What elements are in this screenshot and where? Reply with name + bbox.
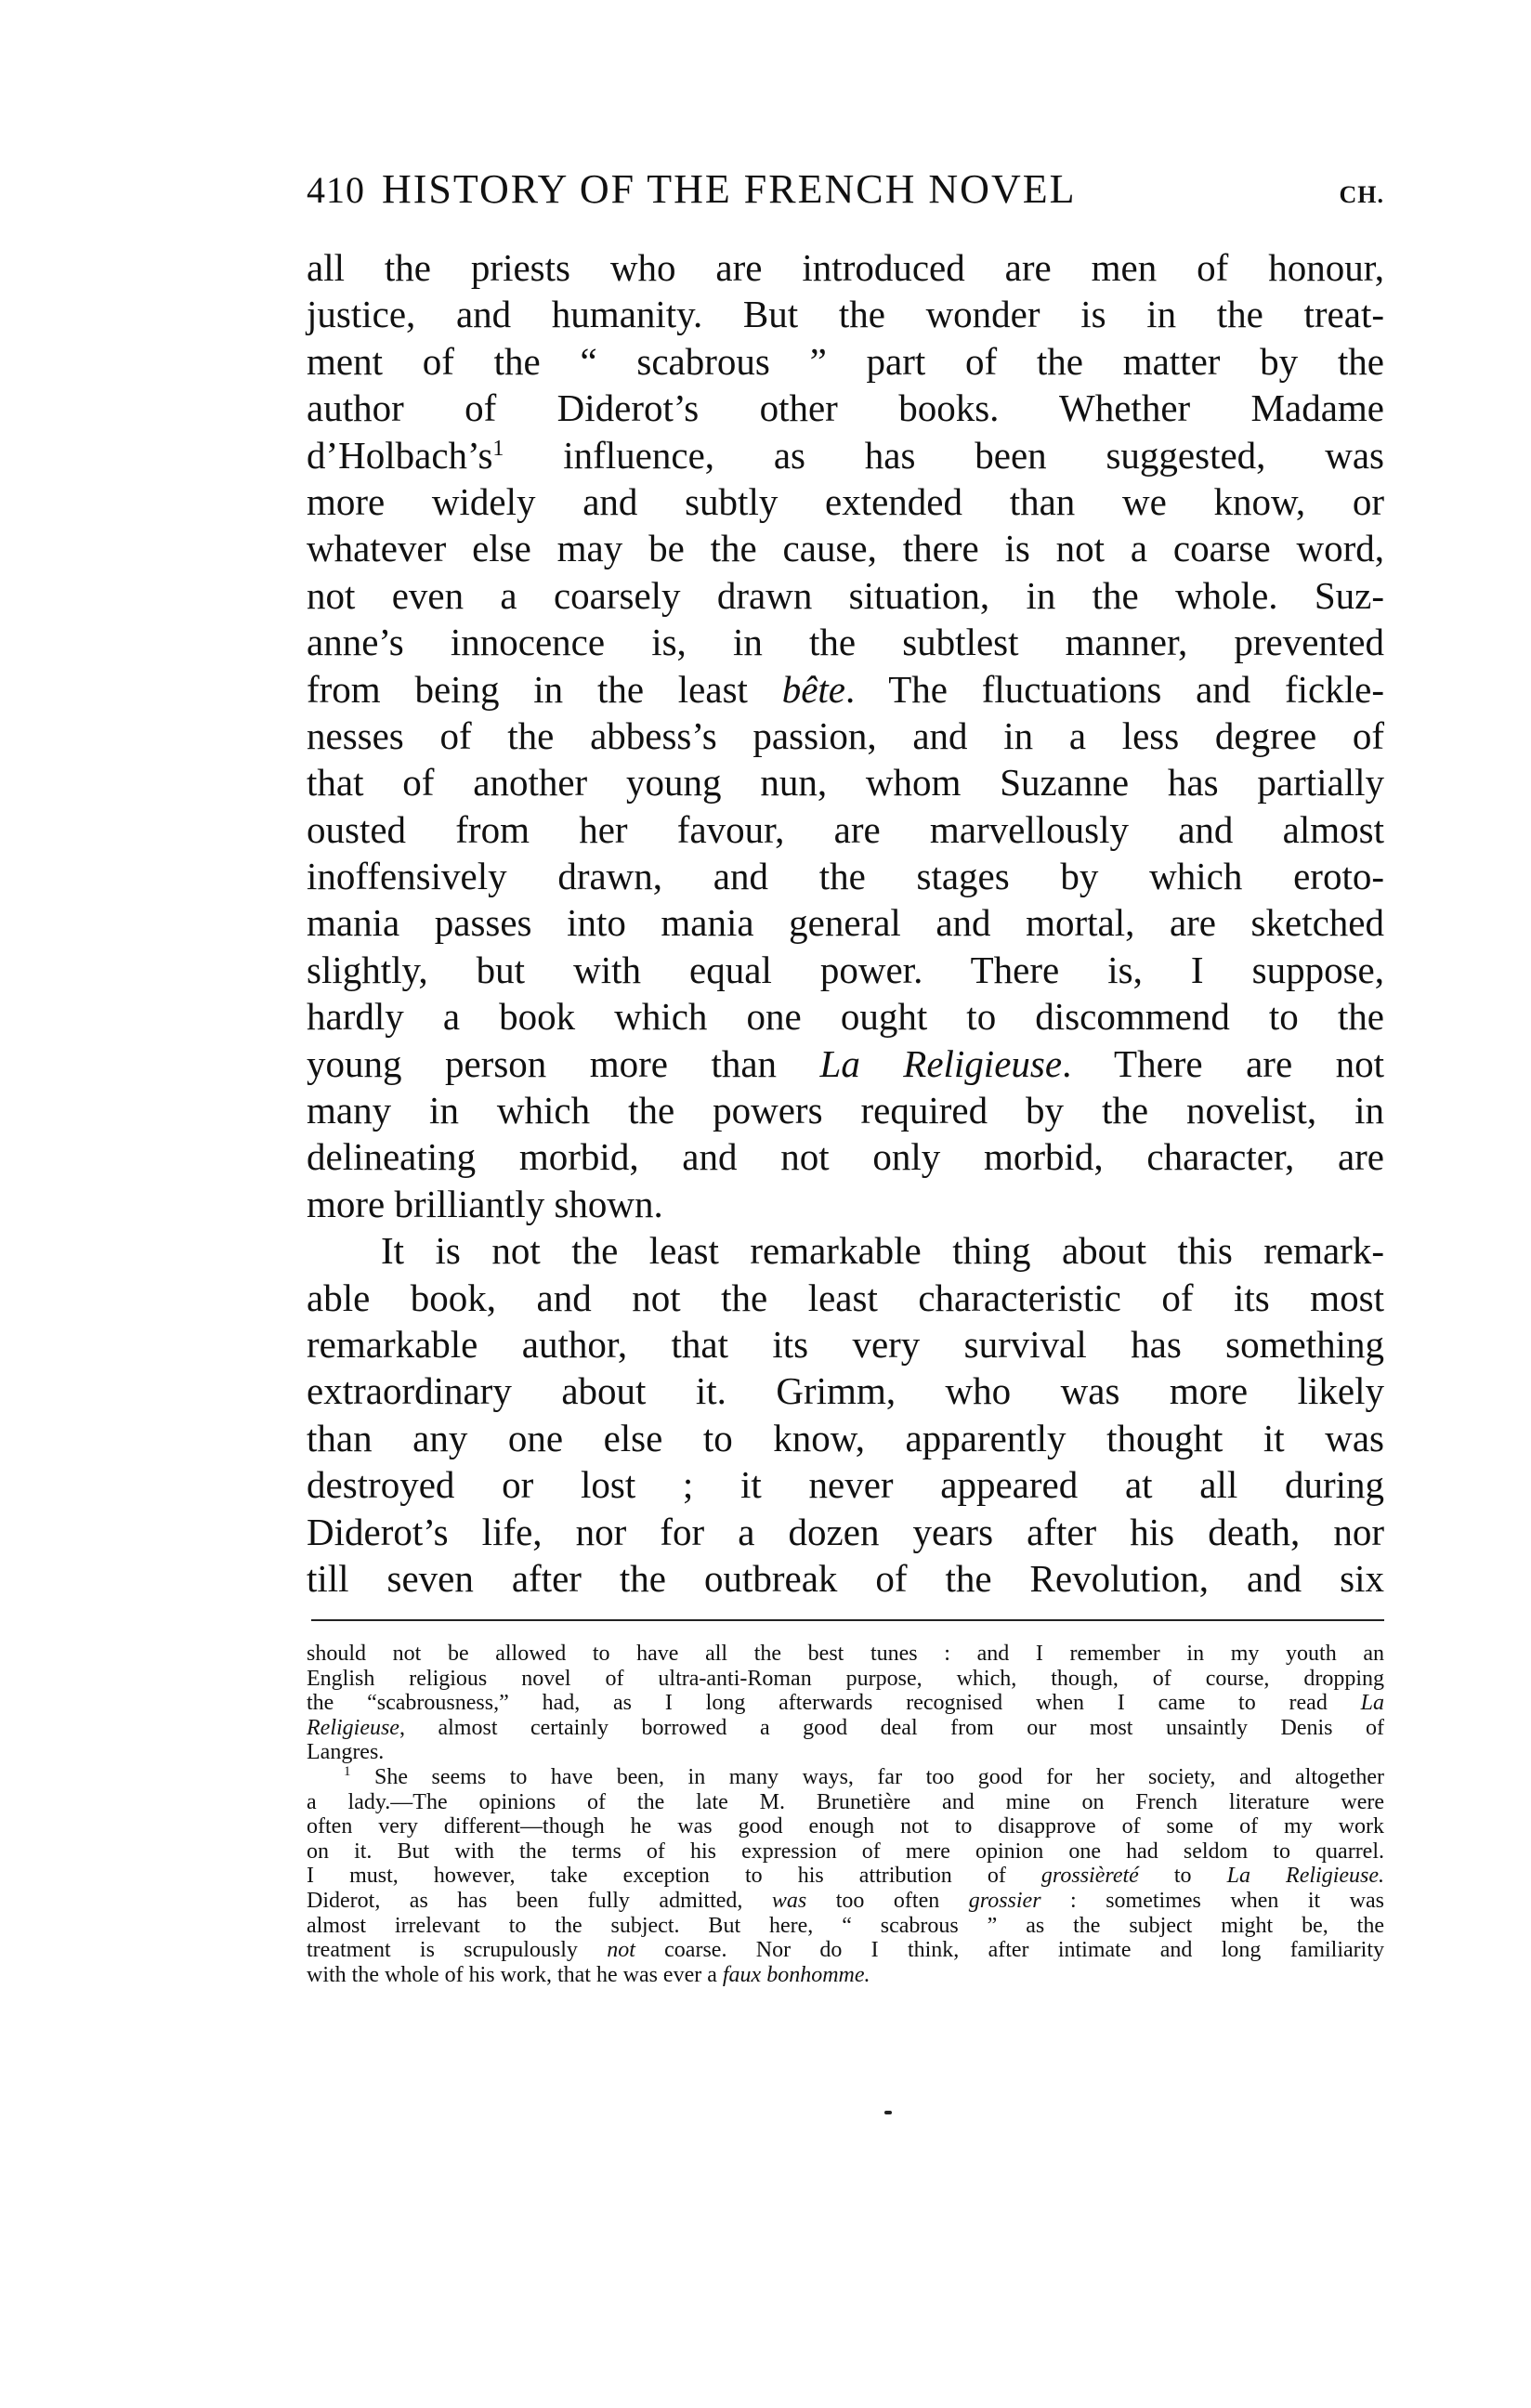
body-line: hardly a book which one ought to discommend to the bbox=[307, 995, 1384, 1039]
footnote-line: with the whole of his work, that he was ever a faux bonhomme. bbox=[307, 1962, 870, 1987]
page-number: 410 bbox=[307, 169, 365, 211]
body-line: ment of the “ scabrous ” part of the matter by the bbox=[307, 339, 1384, 383]
body-line: more widely and subtly extended than we know, or bbox=[307, 479, 1384, 523]
body-line: $d’Holbach’s^1$ influence, as has been suggested, was bbox=[307, 433, 1385, 477]
footnote-marker: 1 bbox=[344, 1763, 351, 1779]
chapter-abbrev: CH. bbox=[1339, 181, 1384, 208]
footnote-line: the “scabrousness,” had, as I long afterwards recognised when I came to read La bbox=[307, 1691, 1385, 1716]
body-line: young person more than La Religieuse. There are not bbox=[307, 1041, 1385, 1085]
body-line: till seven after the outbreak of the Revolution, and six bbox=[307, 1556, 1384, 1600]
footnotes bbox=[307, 1642, 1384, 1987]
footnote-rule bbox=[311, 1619, 1384, 1621]
footnote-line: often very different—though he was good enough not to disapprove of some of my work bbox=[307, 1814, 1384, 1839]
body-line: destroyed or lost ; it never appeared at all during bbox=[307, 1463, 1384, 1507]
italic-term: bête bbox=[781, 667, 845, 711]
body-line: many in which the powers required by the novelist, in bbox=[307, 1089, 1384, 1132]
body-line: from being in the least bête. The fluctuations and fickle- bbox=[307, 667, 1385, 711]
footnote-line: Diderot, as has been fully admitted, was too often grossier : sometimes when it was bbox=[307, 1888, 1385, 1913]
body-line: justice, and humanity. But the wonder is in the treat- bbox=[307, 293, 1384, 336]
body-line: all the priests who are introduced are men of honour, bbox=[307, 246, 1384, 289]
body-line: delineating morbid, and not only morbid, character, are bbox=[307, 1135, 1384, 1179]
running-title: HISTORY OF THE FRENCH NOVEL bbox=[382, 166, 1077, 212]
body-line: that of another young nun, whom Suzanne has partially bbox=[307, 761, 1384, 805]
body-line: slightly, but with equal power. There is, I suppose, bbox=[307, 948, 1384, 991]
footnote-line: English religious novel of ultra-anti-Roman purpose, which, though, of course, dropping bbox=[307, 1666, 1384, 1691]
body-line: Diderot’s life, nor for a dozen years after his death, nor bbox=[307, 1510, 1384, 1553]
footnote-line: almost irrelevant to the subject. But here, “ scabrous ” as the subject might be, the bbox=[307, 1913, 1384, 1938]
footnote-line: a lady.—The opinions of the late M. Brunetière and mine on French literature were bbox=[307, 1789, 1384, 1814]
body-line: able book, and not the least characteristic of its most bbox=[307, 1276, 1384, 1319]
body-text bbox=[307, 244, 1384, 1602]
footnote-1-start: $^1$ She seems to have been, in many ways, far too good for her society, and altogether bbox=[344, 1763, 1385, 1789]
body-line: ousted from her favour, are marvellously and almost bbox=[307, 807, 1384, 851]
body-line: nesses of the abbess’s passion, and in a less degree of bbox=[307, 713, 1384, 757]
body-line: remarkable author, that its very survival has something bbox=[307, 1322, 1384, 1366]
footnote-line: on it. But with the terms of his expression of mere opinion one had seldom to quarrel. bbox=[307, 1839, 1384, 1864]
body-line: extraordinary about it. Grimm, who was more likely bbox=[307, 1369, 1384, 1413]
footnote-line: should not be allowed to have all the best tunes : and I remember in my youth an bbox=[307, 1642, 1384, 1666]
body-line: anne’s innocence is, in the subtlest manner, prevented bbox=[307, 621, 1384, 664]
body-line: more brilliantly shown. bbox=[307, 1182, 663, 1225]
body-line: than any one else to know, apparently thought it was bbox=[307, 1416, 1384, 1459]
body-line: whatever else may be the cause, there is not a coarse word, bbox=[307, 527, 1384, 570]
body-line: mania passes into mania general and mortal, are sketched bbox=[307, 901, 1384, 945]
footnote-line: Religieuse, almost certainly borrowed a good deal from our most unsaintly Denis of bbox=[307, 1715, 1384, 1740]
footnote-line: Langres. bbox=[307, 1740, 385, 1765]
body-line: author of Diderot’s other books. Whether Madame bbox=[307, 386, 1384, 430]
paragraph-start: It is not the least remarkable thing about this remark- bbox=[381, 1229, 1384, 1273]
running-head bbox=[307, 165, 1384, 217]
footnote-line: treatment is scrupulously not coarse. Nor do I think, after intimate and long familiarity bbox=[307, 1938, 1384, 1963]
italic-title: La Religieuse bbox=[819, 1041, 1063, 1085]
body-line: inoffensively drawn, and the stages by which eroto- bbox=[307, 855, 1384, 898]
footnote-ref[interactable]: 1 bbox=[492, 436, 504, 461]
print-speck bbox=[884, 2111, 892, 2114]
body-line: not even a coarsely drawn situation, in the whole. Suz- bbox=[307, 573, 1384, 617]
footnote-line: I must, however, take exception to his attribution of grossièreté to La Religieuse. bbox=[307, 1864, 1385, 1889]
